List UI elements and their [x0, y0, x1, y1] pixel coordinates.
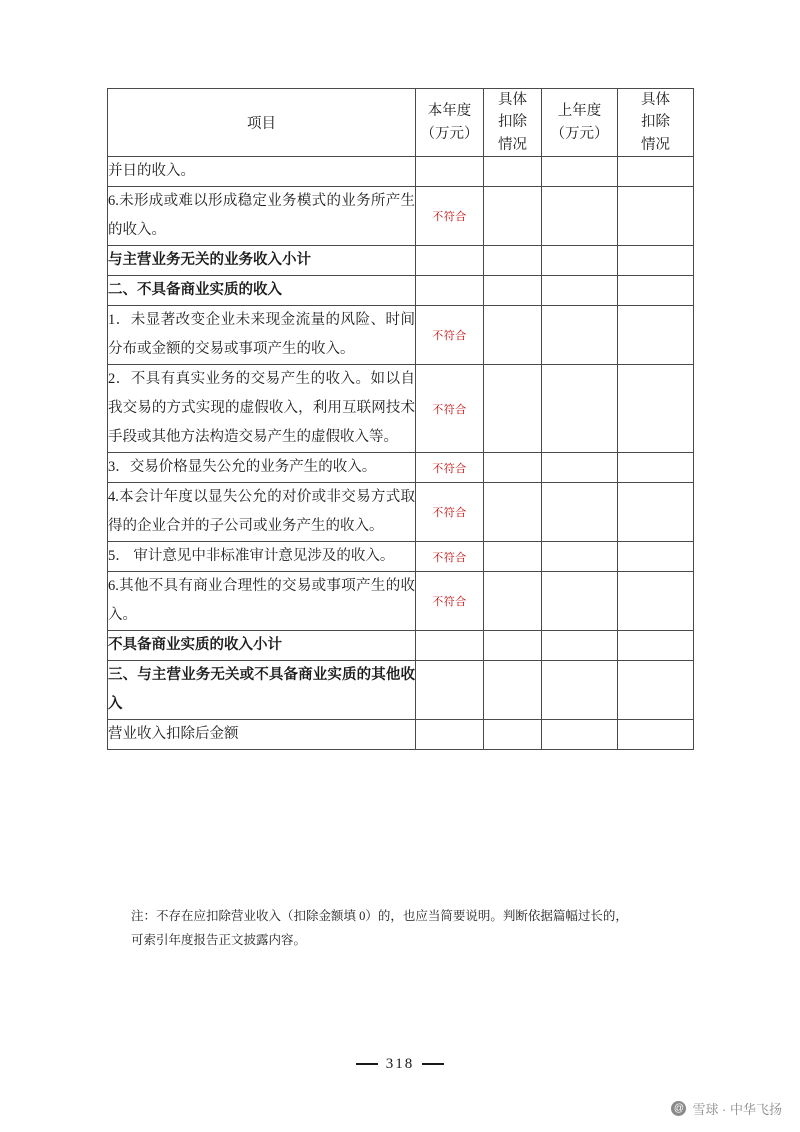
header-prev-detail-line2: 扣除 — [641, 114, 670, 131]
footer-dash-left — [356, 1063, 378, 1065]
row-prev-detail-value — [618, 572, 694, 631]
header-current-year-line1: 本年度 — [427, 103, 472, 120]
row-current-detail-value — [484, 631, 542, 661]
row-item-label: 营业收入扣除后金额 — [108, 720, 416, 750]
page-number: 318 — [385, 1056, 415, 1072]
row-prev-detail-value — [618, 276, 694, 306]
row-item-label: 二、不具备商业实质的收入 — [108, 276, 416, 306]
header-prev-detail-line3: 情况 — [641, 136, 670, 153]
row-prev-year-value — [542, 246, 618, 276]
row-current-year-value — [416, 661, 484, 720]
row-prev-year-value — [542, 276, 618, 306]
header-prev-year — [542, 89, 618, 157]
row-prev-detail-value — [618, 542, 694, 572]
table-row — [108, 187, 694, 246]
table-note-line2: 可索引年度报告正文披露内容。 — [131, 932, 307, 947]
table-header — [108, 89, 694, 157]
row-current-year-value: 不符合 — [416, 483, 484, 542]
table-row — [108, 483, 694, 542]
header-current-detail-line1: 具体 — [498, 92, 527, 108]
row-item-label: 1．未显著改变企业未来现金流量的风险、时间分布或金额的交易或事项产生的收入。 — [108, 306, 416, 365]
row-prev-year-value — [542, 661, 618, 720]
row-current-detail-value — [484, 720, 542, 750]
header-current-detail-line2: 扣除 — [498, 114, 527, 131]
row-prev-detail-value — [618, 246, 694, 276]
table-row — [108, 246, 694, 276]
row-prev-detail-value — [618, 306, 694, 365]
row-current-year-value — [416, 631, 484, 661]
row-item-label: 6.未形成或难以形成稳定业务模式的业务所产生的收入。 — [108, 187, 416, 246]
row-prev-detail-value — [618, 365, 694, 453]
table-header-row — [108, 89, 694, 157]
row-prev-year-value — [542, 365, 618, 453]
row-prev-year-value — [542, 542, 618, 572]
table-row — [108, 365, 694, 453]
row-current-year-value: 不符合 — [416, 187, 484, 246]
header-prev-year-line1: 上年度 — [557, 103, 602, 120]
row-current-detail-value — [484, 276, 542, 306]
row-item-label: 4.本会计年度以显失公允的对价或非交易方式取得的企业合并的子公司或业务产生的收入。 — [108, 483, 416, 542]
header-prev-year-line2: （万元） — [550, 125, 609, 142]
row-item-label: 2．不具有真实业务的交易产生的收入。如以自我交易的方式实现的虚假收入，利用互联网技术手段或其他方法构造交易产生的虚假收入等。 — [108, 365, 416, 453]
row-current-detail-value — [484, 365, 542, 453]
row-current-detail-value — [484, 661, 542, 720]
row-current-year-value — [416, 276, 484, 306]
row-current-detail-value — [484, 572, 542, 631]
header-prev-detail — [618, 89, 694, 157]
row-item-label: 与主营业务无关的业务收入小计 — [108, 246, 416, 276]
row-current-detail-value — [484, 246, 542, 276]
row-prev-year-value — [542, 631, 618, 661]
row-current-year-value: 不符合 — [416, 542, 484, 572]
table-row — [108, 631, 694, 661]
row-item-label: 不具备商业实质的收入小计 — [108, 631, 416, 661]
header-current-year-line2: （万元） — [420, 125, 479, 142]
table-row — [108, 661, 694, 720]
row-current-year-value: 不符合 — [416, 306, 484, 365]
row-current-year-value — [416, 157, 484, 187]
table-body — [108, 157, 694, 750]
row-prev-detail-value — [618, 453, 694, 483]
row-prev-year-value — [542, 306, 618, 365]
table-row — [108, 276, 694, 306]
row-current-year-value — [416, 720, 484, 750]
row-prev-detail-value — [618, 661, 694, 720]
revenue-deduction-table — [107, 88, 694, 750]
row-current-detail-value — [484, 187, 542, 246]
row-current-year-value: 不符合 — [416, 572, 484, 631]
table-row — [108, 453, 694, 483]
row-item-label: 并日的收入。 — [108, 157, 416, 187]
table-note — [107, 905, 697, 953]
snowball-icon: @ — [671, 1101, 686, 1116]
row-current-detail-value — [484, 157, 542, 187]
footer-dash-right — [422, 1063, 444, 1065]
row-prev-year-value — [542, 453, 618, 483]
header-prev-detail-line1: 具体 — [641, 92, 670, 108]
row-prev-detail-value — [618, 720, 694, 750]
watermark-text: 雪球 · 中华飞扬 — [692, 1102, 782, 1117]
table-row — [108, 720, 694, 750]
row-prev-year-value — [542, 572, 618, 631]
row-prev-year-value — [542, 483, 618, 542]
row-current-year-value — [416, 246, 484, 276]
header-current-detail-line3: 情况 — [498, 136, 527, 153]
row-current-detail-value — [484, 306, 542, 365]
watermark — [671, 1099, 782, 1118]
row-current-year-value: 不符合 — [416, 453, 484, 483]
row-item-label: 3．交易价格显失公允的业务产生的收入。 — [108, 453, 416, 483]
row-current-detail-value — [484, 542, 542, 572]
row-prev-year-value — [542, 720, 618, 750]
row-prev-year-value — [542, 187, 618, 246]
row-item-label: 6.其他不具有商业合理性的交易或事项产生的收入。 — [108, 572, 416, 631]
row-prev-detail-value — [618, 157, 694, 187]
row-prev-year-value — [542, 157, 618, 187]
table-row — [108, 572, 694, 631]
page-footer — [0, 1055, 800, 1073]
row-prev-detail-value — [618, 631, 694, 661]
row-prev-detail-value — [618, 483, 694, 542]
table-note-line1: 注：不存在应扣除营业收入（扣除金额填 0）的，也应当简要说明。判断依据篇幅过长的， — [131, 909, 628, 923]
header-current-year — [416, 89, 484, 157]
row-current-year-value: 不符合 — [416, 365, 484, 453]
table-row — [108, 157, 694, 187]
row-item-label: 三、与主营业务无关或不具备商业实质的其他收入 — [108, 661, 416, 720]
row-item-label: 5． 审计意见中非标准审计意见涉及的收入。 — [108, 542, 416, 572]
deduction-table-wrapper — [107, 88, 693, 750]
row-current-detail-value — [484, 453, 542, 483]
table-row — [108, 306, 694, 365]
header-item: 项目 — [108, 89, 416, 157]
row-prev-detail-value — [618, 187, 694, 246]
table-row — [108, 542, 694, 572]
header-current-detail — [484, 89, 542, 157]
row-current-detail-value — [484, 483, 542, 542]
